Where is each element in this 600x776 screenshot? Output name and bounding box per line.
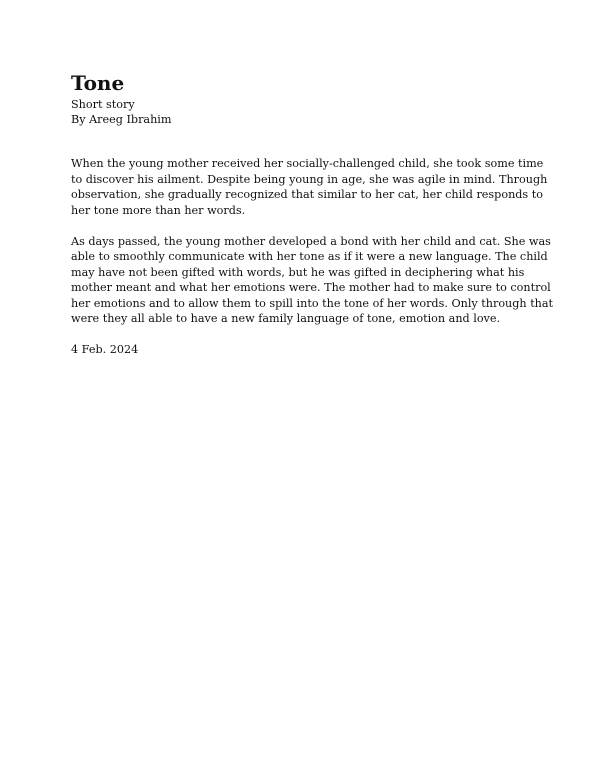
paragraph-line: observation, she gradually recognized that similar to her cat, her child responds to (71, 188, 543, 201)
paragraph-line: her tone more than her words. (71, 203, 246, 217)
paragraph-line: As days passed, the young mother developed a bond with her child and cat. She was (71, 234, 551, 248)
paragraph-line: to discover his ailment. Despite being young in age, she was agile in mind. Through (71, 172, 548, 186)
paragraph-line: mother meant and what her emotions were. The mother had to make sure to control (71, 281, 551, 294)
paragraph-1 (71, 156, 548, 218)
paragraph-line: able to smoothly communicate with her tone as if it were a new language. The child (71, 250, 548, 263)
paragraph-line: her emotions and to allow them to spill into the tone of her words. Only through that (71, 296, 554, 310)
story-author: By Areeg Ibrahim (71, 113, 172, 126)
paragraph-line: may have not been gifted with words, but he was gifted in deciphering what his (71, 265, 525, 279)
story-meta (71, 97, 171, 127)
paragraph-line: When the young mother received her socially-challenged child, she took some time (71, 157, 544, 170)
story-subtitle: Short story (71, 98, 135, 111)
story-body (71, 156, 554, 373)
story-date: 4 Feb. 2024 (71, 343, 139, 356)
story-title: Tone (71, 71, 125, 95)
paragraph-2 (71, 234, 554, 327)
paragraph-line: were they all able to have a new family language of tone, emotion and love. (71, 312, 501, 325)
